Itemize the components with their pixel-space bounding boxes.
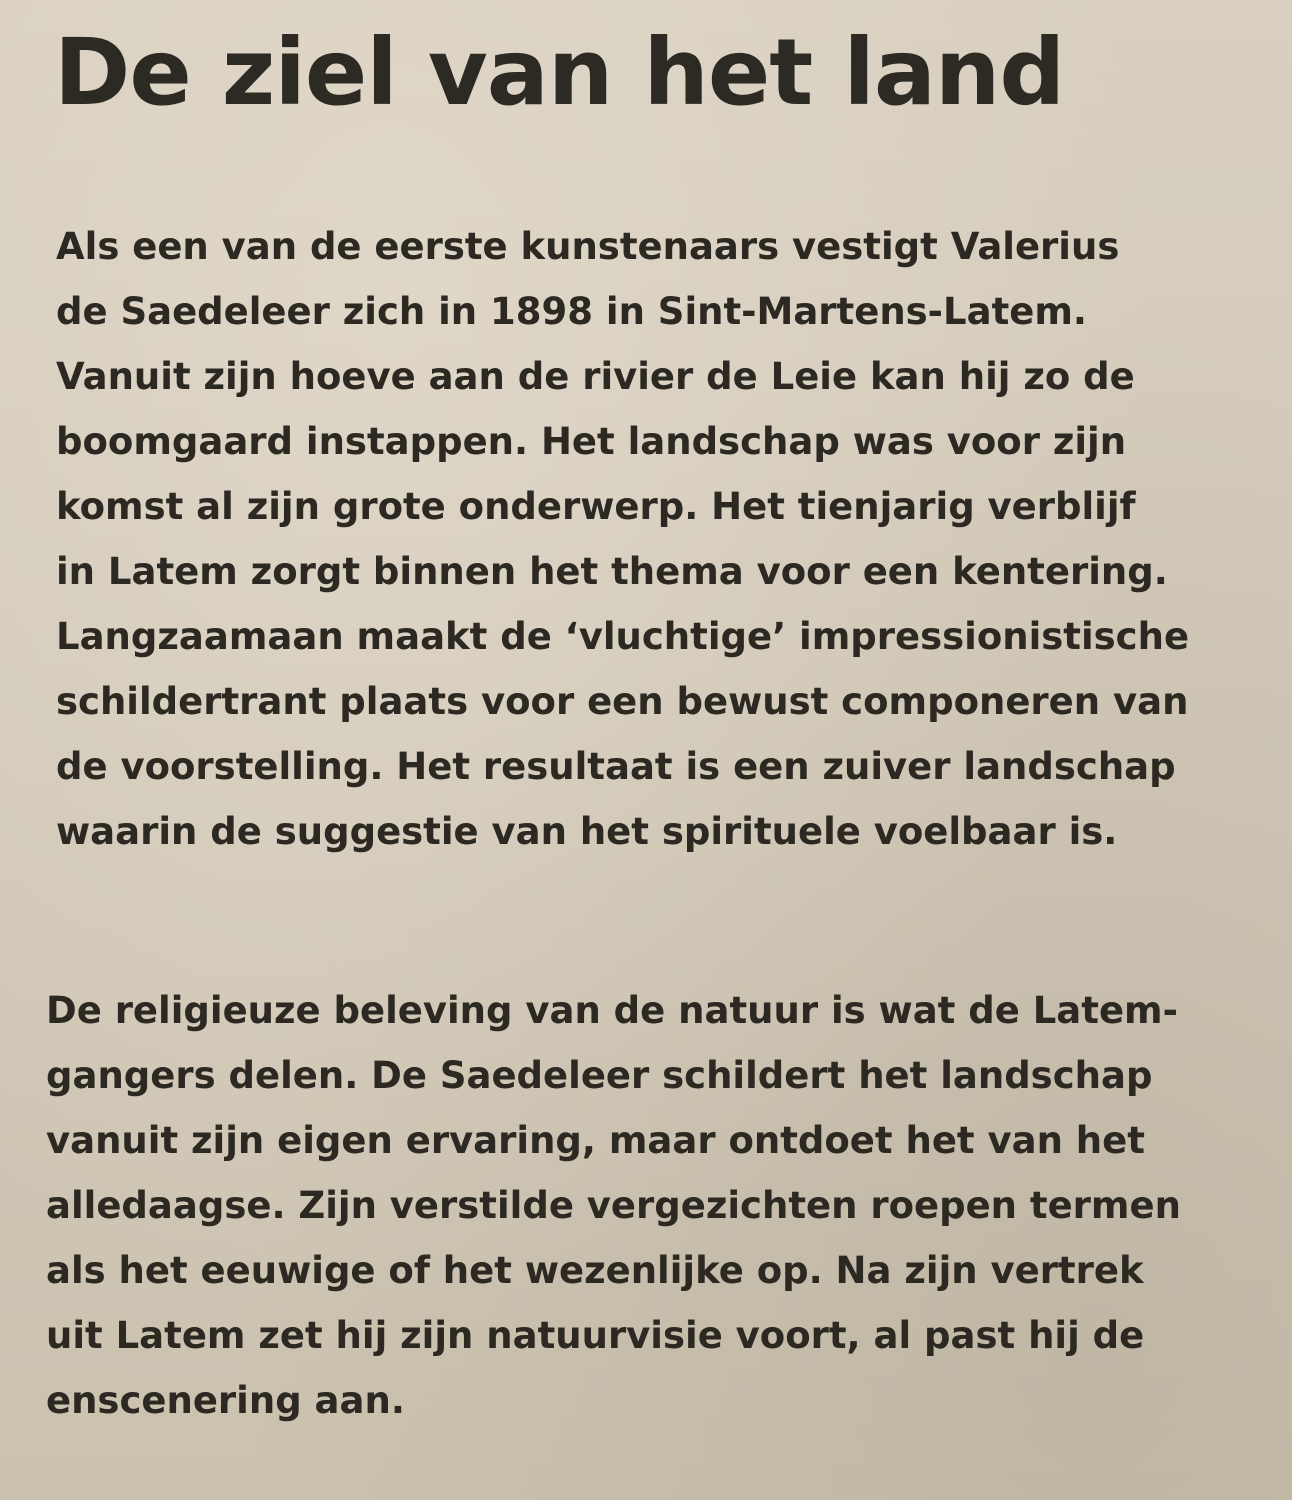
text-line: waarin de suggestie van het spirituele voelbaar is. <box>56 810 1118 853</box>
paragraph-1 <box>56 214 1189 864</box>
text-line: schildertrant plaats voor een bewust componeren van <box>56 680 1189 723</box>
text-line: enscenering aan. <box>46 1379 405 1422</box>
text-line: De religieuze beleving van de natuur is wat de Latem- <box>46 989 1178 1032</box>
text-line: uit Latem zet hij zijn natuurvisie voort, al past hij de <box>46 1314 1145 1357</box>
text-line: de voorstelling. Het resultaat is een zuiver landschap <box>56 745 1176 788</box>
text-line: in Latem zorgt binnen het thema voor een kentering. <box>56 550 1168 593</box>
paragraph-2 <box>46 978 1181 1433</box>
text-line: Als een van de eerste kunstenaars vestigt Valerius <box>56 225 1120 268</box>
text-line: Vanuit zijn hoeve aan de rivier de Leie kan hij zo de <box>56 355 1135 398</box>
text-line: als het eeuwige of het wezenlijke op. Na zijn vertrek <box>46 1249 1144 1292</box>
text-line: de Saedeleer zich in 1898 in Sint-Martens-Latem. <box>56 290 1087 333</box>
text-line: komst al zijn grote onderwerp. Het tienjarig verblijf <box>56 485 1136 528</box>
text-line: Langzaamaan maakt de ‘vluchtige’ impressionistische <box>56 615 1190 658</box>
panel-title: De ziel van het land <box>54 19 1065 126</box>
text-line: boomgaard instappen. Het landschap was voor zijn <box>56 420 1127 463</box>
text-line: vanuit zijn eigen ervaring, maar ontdoet het van het <box>46 1119 1145 1162</box>
text-line: gangers delen. De Saedeleer schildert het landschap <box>46 1054 1153 1097</box>
text-line: alledaagse. Zijn verstilde vergezichten roepen termen <box>46 1184 1181 1227</box>
